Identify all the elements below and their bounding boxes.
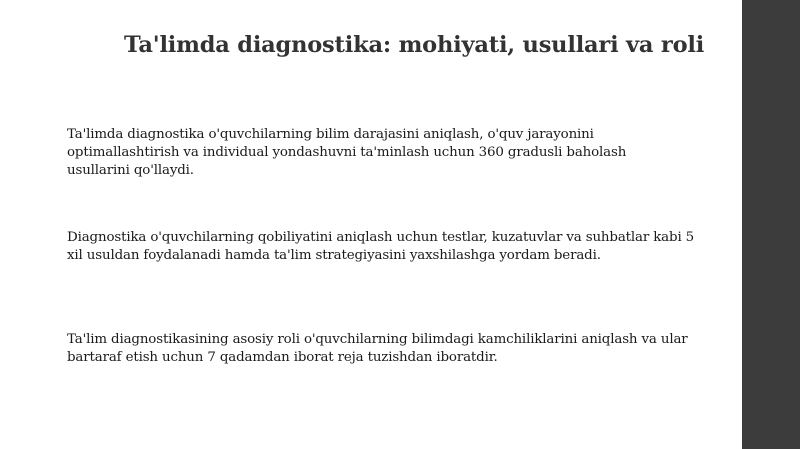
side-bar xyxy=(742,0,800,449)
paragraph-definition xyxy=(67,126,626,180)
paragraph-line: xil usuldan foydalanadi hamda ta'lim strategiyasini yaxshilashga yordam beradi. xyxy=(67,248,601,263)
paragraph-role xyxy=(67,331,688,367)
paragraph-line: usullarini qo'llaydi. xyxy=(67,163,194,178)
paragraph-line: bartaraf etish uchun 7 qadamdan iborat reja tuzishdan iboratdir. xyxy=(67,350,498,365)
paragraph-methods xyxy=(67,229,694,265)
paragraph-line: Diagnostika o'quvchilarning qobiliyatini aniqlash uchun testlar, kuzatuvlar va suhbatlar kabi 5 xyxy=(67,230,695,245)
paragraph-line: optimallashtirish va individual yondashuvni ta'minlash uchun 360 gradusli baholash xyxy=(67,145,627,160)
paragraph-line: Ta'lim diagnostikasining asosiy roli o'quvchilarning bilimdagi kamchiliklarini aniqlash va ular xyxy=(67,332,688,347)
paragraph-line: Ta'limda diagnostika o'quvchilarning bilim darajasini aniqlash, o'quv jarayonini xyxy=(67,127,594,142)
slide-title: Ta'limda diagnostika: mohiyati, usullari va roli xyxy=(124,32,705,58)
